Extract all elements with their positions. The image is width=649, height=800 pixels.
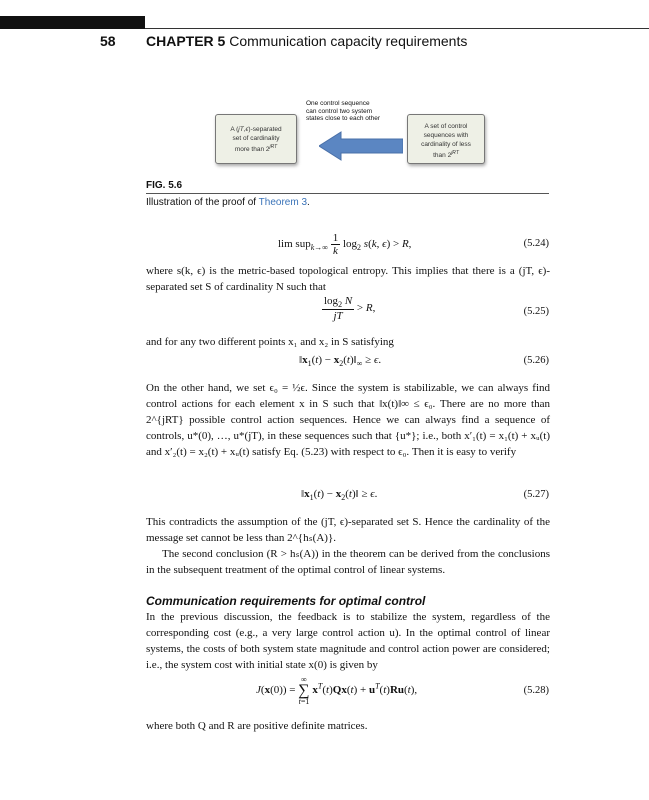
right-box-line: A set of control bbox=[424, 123, 468, 130]
right-box-line: sequences with bbox=[423, 132, 469, 139]
equation-5-28: J(x(0)) = ∞ ∑ t=1 $x^T(t)Qx(t) + u^T(t)Ru(t)$, bbox=[256, 675, 418, 706]
figure-rule bbox=[146, 193, 549, 194]
top-text-line: One control sequence bbox=[306, 100, 370, 107]
figure-label: FIG. 5.6 bbox=[146, 180, 183, 191]
caption-text: Illustration of the proof of bbox=[146, 197, 259, 208]
equation-5-27: $‖x_1(t)$ − $x_2(t)‖ \ge \epsilon$. bbox=[301, 488, 378, 503]
left-arrow-icon bbox=[319, 130, 403, 162]
eq-number: (5.27) bbox=[523, 489, 549, 500]
equation-5-26: $‖x_1(t)$ − $x_2(t)‖_\infty \ge \epsilon$. bbox=[299, 354, 382, 369]
right-box-line: cardinality of less bbox=[421, 141, 471, 148]
header-bar bbox=[0, 16, 145, 29]
equation-5-24: lim sup$_{k\to\infty}$ $\frac{1}{k}$ $\log_2 s(k$, ϵ) > R, bbox=[278, 232, 412, 257]
figure-caption bbox=[146, 197, 310, 208]
left-box-line: set of cardinality bbox=[232, 135, 280, 142]
eq-number: (5.26) bbox=[523, 355, 549, 366]
chapter-heading bbox=[146, 33, 467, 49]
separated-set-box bbox=[215, 114, 297, 164]
chapter-label: CHAPTER 5 bbox=[146, 33, 226, 49]
header-rule bbox=[145, 28, 649, 29]
eq-number: (5.24) bbox=[523, 238, 549, 249]
eq-number: (5.28) bbox=[523, 685, 549, 696]
eq-number: (5.25) bbox=[523, 306, 549, 317]
chapter-title: Communication capacity requirements bbox=[229, 33, 468, 49]
theorem-link[interactable]: Theorem 3 bbox=[258, 197, 308, 208]
page-number: 58 bbox=[100, 33, 116, 49]
paragraph: The second conclusion (R > hₛ(A)) in the theorem can be derived from the conclusions in the subsequent treatment of the optimal control of linear systems. bbox=[146, 548, 550, 576]
paragraph: This contradicts the assumption of the (jT, ϵ)-separated set S. Hence the cardinality of the message set cannot be less than 2^{hₛ(A)}. bbox=[146, 516, 550, 544]
paragraph: In the previous discussion, the feedback is to stabilize the system, regardless of the corresponding cost (e.g., a very large control action u). In the optimal control of linear systems, the costs of both system state magnitude and control action power are considered; i.e., the system cost with initial state x(0) is given by bbox=[146, 611, 550, 671]
figure-5-6 bbox=[215, 100, 555, 178]
paragraph: where s(k, ϵ) is the metric-based topological entropy. This implies that there is a (jT, ϵ)-separated set S of cardinality N such that bbox=[146, 265, 550, 293]
equation-5-25: $\frac{\log_2 N}{jT}$ > R, bbox=[324, 295, 376, 323]
paragraph: where both Q and R are positive definite matrices. bbox=[146, 720, 368, 732]
caption-end: . bbox=[307, 197, 310, 208]
left-box-line: A (jT,ϵ)-separated bbox=[230, 126, 282, 133]
left-box-line: more than $2^{jRT}$ bbox=[234, 144, 278, 154]
top-text-line: states close to each other bbox=[306, 115, 381, 122]
control-sequence-box bbox=[407, 114, 485, 164]
paragraph: On the other hand, we set ϵ₀ = ½ϵ. Since the system is stabilizable, we can always find control actions for each element x in S such that ‖x(t)‖∞ ≤ ϵ₀. There are no more than 2^{jRT} possible control action sequences. Hence we can always find a sequence of controls, u*(0), …, u*(jT), in these sequences such that {u*}; i.e., both x′₁(t) = x₁(t) + xᵤ(t) and x′₂(t) = x₂(t) + xᵤ(t) satisfy Eq. (5.23) with respect to ϵ₀. Then it is easy to verify bbox=[146, 382, 550, 458]
right-box-line: than $2^{jRT}$ bbox=[433, 150, 459, 160]
top-text-line: can control two system bbox=[306, 107, 373, 115]
paragraph: and for any two different points x₁ and x₂ in S satisfying bbox=[146, 336, 394, 348]
section-heading: Communication requirements for optimal control bbox=[146, 594, 426, 608]
figure-top-text bbox=[306, 100, 406, 123]
